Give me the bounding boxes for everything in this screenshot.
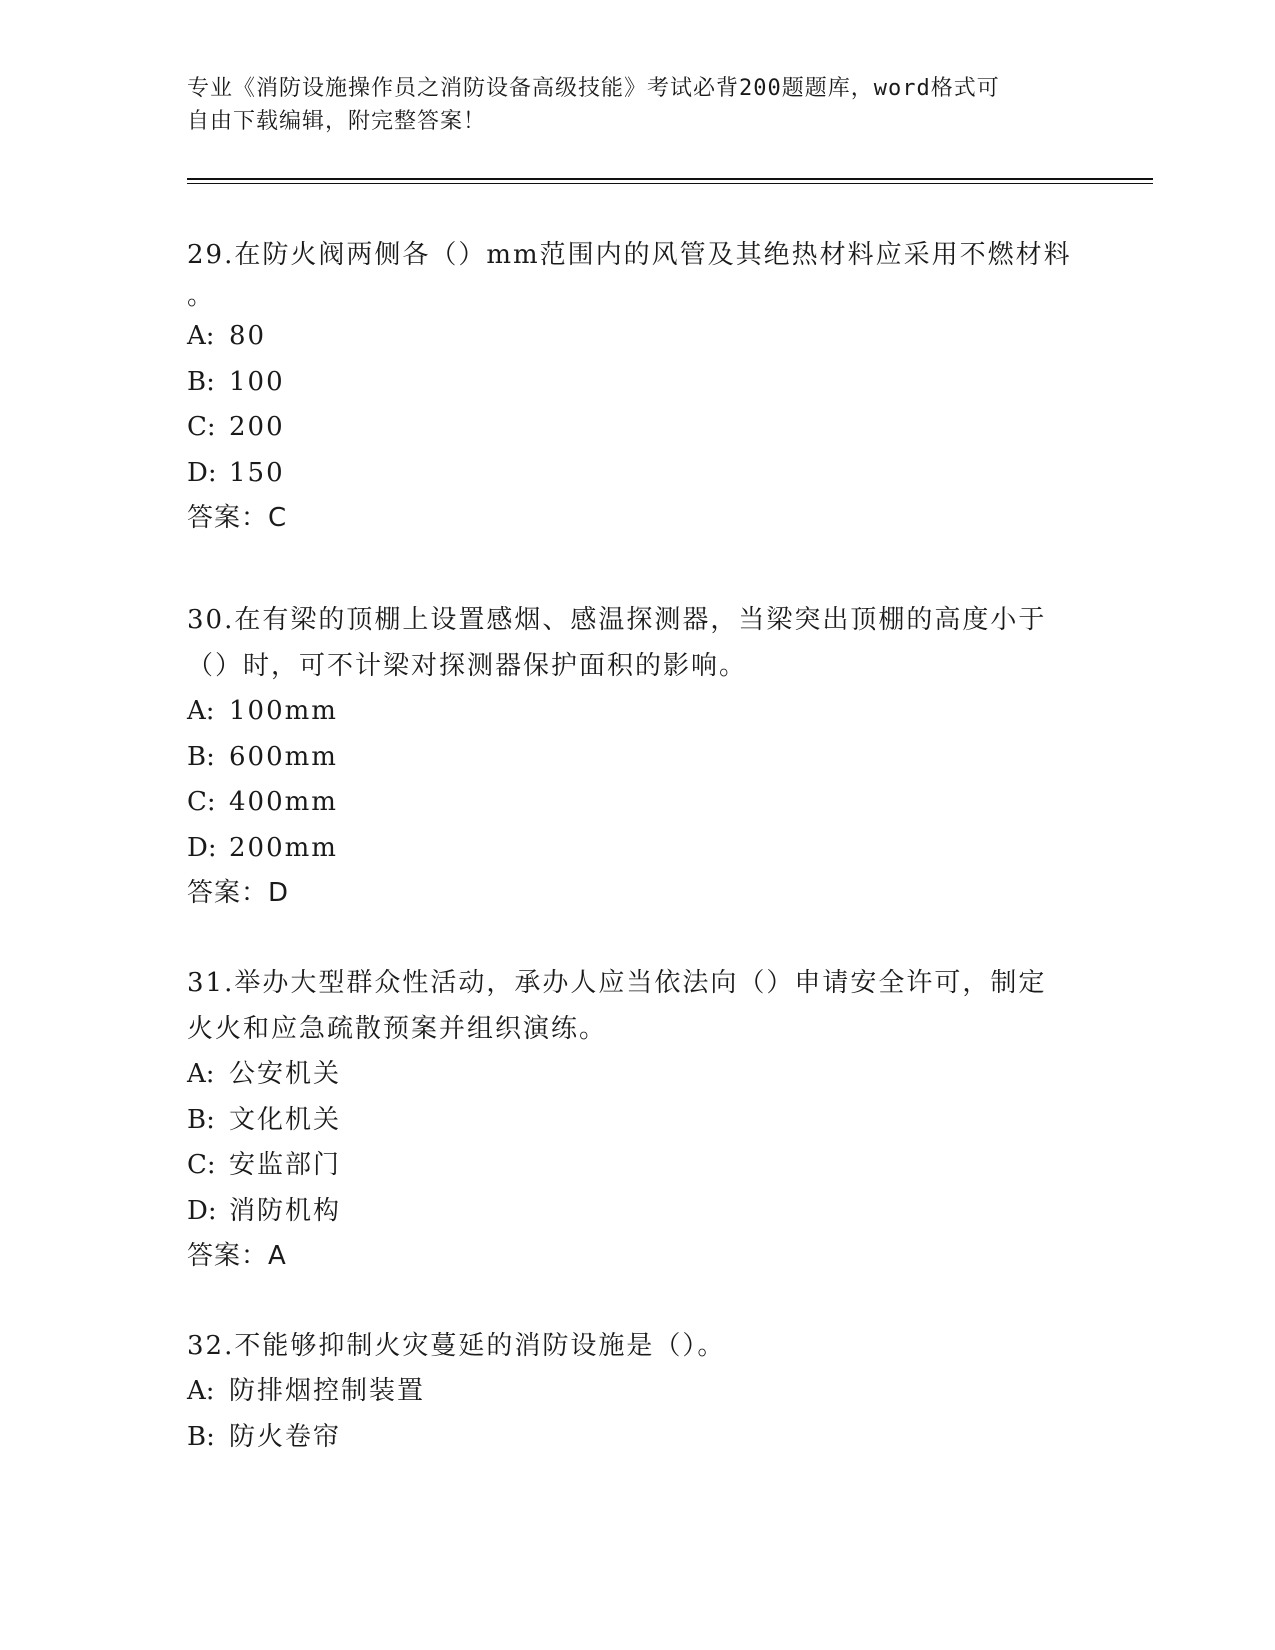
option-text: 100mm xyxy=(229,696,338,726)
header-divider xyxy=(187,178,1153,180)
option-letter: A: xyxy=(187,1059,215,1089)
option-letter: B: xyxy=(187,1421,215,1452)
option-a xyxy=(187,689,1087,735)
answer: 答案：D xyxy=(187,878,290,908)
option-text: 安监部门 xyxy=(229,1150,342,1180)
question-text: 30.在有梁的顶棚上设置感烟、感温探测器，当梁突出顶棚的高度小于 xyxy=(187,605,1047,635)
question-text: 。 xyxy=(187,281,216,311)
question-29 xyxy=(187,232,1087,541)
option-text: 消防机构 xyxy=(229,1195,342,1226)
option-text: 200 xyxy=(229,412,285,442)
option-b xyxy=(187,360,1087,406)
option-letter: A: xyxy=(187,1376,215,1406)
option-letter: D: xyxy=(187,1195,217,1226)
option-letter: B: xyxy=(187,741,215,772)
question-32 xyxy=(187,1323,1087,1460)
option-a xyxy=(187,314,1087,360)
option-a xyxy=(187,1052,1087,1098)
option-b xyxy=(187,1415,1087,1461)
option-b xyxy=(187,1098,1087,1144)
option-d xyxy=(187,1189,1087,1235)
option-text: 文化机关 xyxy=(229,1104,342,1135)
question-30 xyxy=(187,597,1087,916)
document-header xyxy=(187,72,1087,138)
option-letter: B: xyxy=(187,366,215,397)
option-text: 200mm xyxy=(229,832,338,863)
option-text: 80 xyxy=(229,321,267,351)
question-text: 火火和应急疏散预案并组织演练。 xyxy=(187,1014,608,1044)
answer: 答案：C xyxy=(187,503,288,533)
header-line: 专业《消防设施操作员之消防设备高级技能》考试必背200题题库，word格式可 xyxy=(187,76,1000,101)
option-letter: D: xyxy=(187,457,217,488)
option-letter: C: xyxy=(187,787,216,817)
option-text: 600mm xyxy=(229,741,338,772)
option-letter: A: xyxy=(187,696,215,726)
option-text: 150 xyxy=(229,457,285,488)
question-text: 29.在防火阀两侧各（）mm范围内的风管及其绝热材料应采用不燃材料 xyxy=(187,240,1072,270)
answer: 答案：A xyxy=(187,1241,287,1271)
option-a xyxy=(187,1369,1087,1415)
question-text: 31.举办大型群众性活动，承办人应当依法向（）申请安全许可，制定 xyxy=(187,968,1047,998)
question-text: （）时，可不计梁对探测器保护面积的影响。 xyxy=(187,651,748,681)
header-divider xyxy=(187,183,1153,184)
option-d xyxy=(187,826,1087,872)
option-c xyxy=(187,1143,1087,1189)
option-b xyxy=(187,735,1087,781)
option-letter: B: xyxy=(187,1104,215,1135)
option-letter: D: xyxy=(187,832,217,863)
option-text: 防排烟控制装置 xyxy=(229,1376,426,1406)
option-text: 400mm xyxy=(229,787,338,817)
option-text: 防火卷帘 xyxy=(229,1421,342,1452)
question-text: 32.不能够抑制火灾蔓延的消防设施是（）。 xyxy=(187,1331,726,1361)
option-text: 100 xyxy=(229,366,285,397)
option-letter: A: xyxy=(187,321,215,351)
option-text: 公安机关 xyxy=(229,1059,342,1089)
question-31 xyxy=(187,960,1087,1279)
option-letter: C: xyxy=(187,412,216,442)
option-c xyxy=(187,780,1087,826)
option-d xyxy=(187,451,1087,497)
option-letter: C: xyxy=(187,1150,216,1180)
option-c xyxy=(187,405,1087,451)
header-line: 自由下载编辑，附完整答案！ xyxy=(187,109,487,134)
